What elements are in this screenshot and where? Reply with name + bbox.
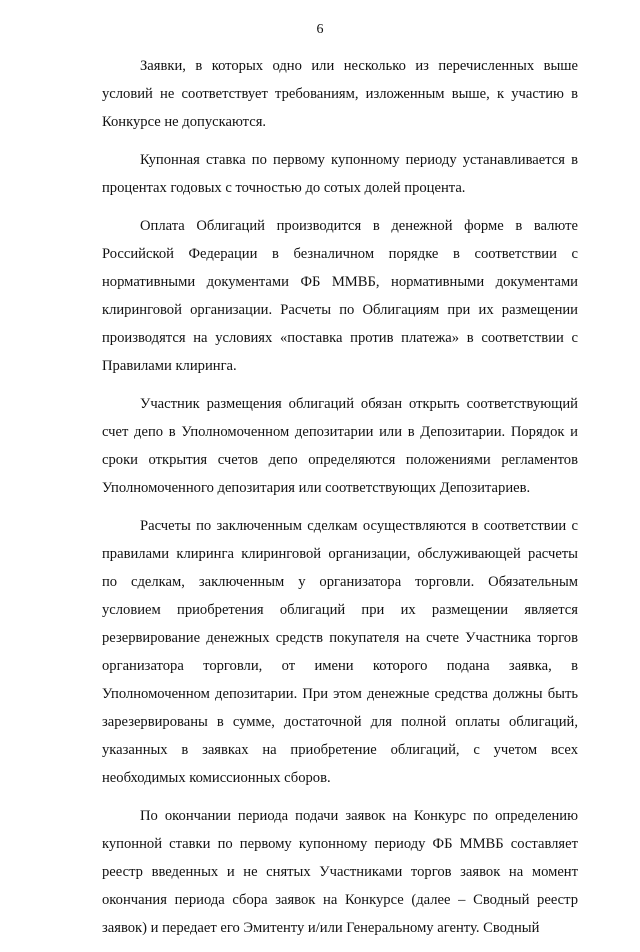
page-number: 6: [316, 22, 324, 37]
paragraph-coupon-rate: Купонная ставка по первому купонному периоду устанавливается в процентах годовых с точностью до сотых долей процента.: [102, 152, 578, 196]
paragraph-depo-account: Участник размещения облигаций обязан открыть соответствующий счет депо в Уполномоченном депозитарии или в Депозитарии. Порядок и сроки открытия счетов депо определяются положениями регламентов Уполномоченного депозитария или соответствующих Депозитариев.: [102, 396, 578, 496]
paragraph-settlements: Расчеты по заключенным сделкам осуществляются в соответствии с правилами клиринга клиринговой организации, обслуживающей расчеты по сделкам, заключенным у организатора торговли. Обязательным условием приобретения облигаций при их размещении является резервирование денежных средств покупателя на счете Участника торгов организатора торговли, от имени которого подана заявка, в Уполномоченном депозитарии. При этом денежные средства должны быть зарезервированы в сумме, достаточной для полной оплаты облигаций, указанных в заявках на приобретение облигаций, с учетом всех необходимых комиссионных сборов.: [102, 518, 578, 786]
document-body: [102, 52, 578, 952]
paragraph-consolidated-register: По окончании периода подачи заявок на Конкурс по определению купонной ставки по первому купонному периоду ФБ ММВБ составляет реестр введенных и не снятых Участниками торгов заявок на момент окончания периода сбора заявок на Конкурсе (далее – Сводный реестр заявок) и передает его Эмитенту и/или Генеральному агенту. Сводный: [102, 808, 578, 936]
paragraph-application-rejection: Заявки, в которых одно или несколько из перечисленных выше условий не соответствует требованиям, изложенным выше, к участию в Конкурсе не допускаются.: [102, 58, 578, 130]
paragraph-bond-payment: Оплата Облигаций производится в денежной форме в валюте Российской Федерации в безналичном порядке в соответствии с нормативными документами ФБ ММВБ, нормативными документами клиринговой организации. Расчеты по Облигациям при их размещении производятся на условиях «поставка против платежа» в соответствии с Правилами клиринга.: [102, 218, 578, 374]
